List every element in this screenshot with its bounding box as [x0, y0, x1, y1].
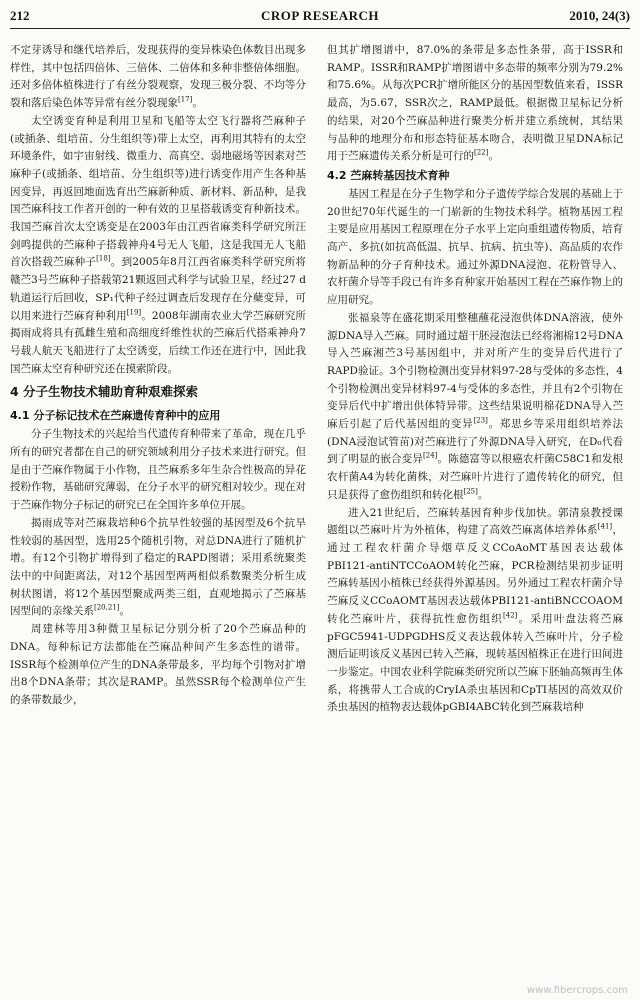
section-heading: 4 分子生物技术辅助育种艰难探索	[10, 384, 199, 400]
header-rule	[10, 28, 630, 29]
journal-name: CROP RESEARCH	[260, 8, 380, 23]
left-column	[10, 42, 306, 992]
page-number: 212	[10, 8, 30, 23]
paragraph: 不定芽诱导和继代培养后，发现获得的变异株染色体数目出现多样性，其中包括四倍体、三倍体、二倍体和多种非整倍体细胞。还对多倍体植株进行了有丝分裂观察，发现三极分裂、不均等分裂和落后染色体等异常有丝分裂现象[17]。	[10, 44, 306, 110]
citation: [42]	[503, 611, 518, 620]
paragraph: 揭雨成等对苎麻栽培种6个抗旱性较强的基因型及6个抗旱性较弱的基因型，选用25个随机引物，对总DNA进行了随机扩增。有12个引物扩增得到了稳定的RAPD图谱；采用系统聚类法中的中间距离法，对12个基因型两两相似系数聚类分析生成树状图谱，将12个基因型聚成两类三组，直观地揭示了苎麻基因型间的亲缘关系[20,21]。	[10, 516, 306, 618]
citation: [25]	[463, 487, 478, 496]
citation: [22]	[474, 148, 489, 157]
paragraph: 进入21世纪后，苎麻转基因育种步伐加快。郭清泉教授课题组以苎麻叶片为外植体，构建了高效苎麻离体培养体系[41]，通过工程农杆菌介导烟草反义CCoAoMT基因表达载体PBI121-antiNTCCoAOM转化苎麻，PCR检测结果初步证明苎麻转基因小植株已经获得外源基因。另外通过工程农杆菌介导苎麻反义CCoAOMT基因表达载体PBI121-antiBNCCOAOM转化苎麻叶片，获得抗性愈伤组织[42]。采用叶盘法将苎麻pFGC5941-UDPGDHS反义表达载体转入苎麻叶片，分子检测后证明该反义基因已转入苎麻，现转基因植株正在进行田间进一步鉴定。中国农业科学院麻类研究所以苎麻下胚轴高频再生体系，将携带人工合成的CryIA杀虫基因和CpTI基因的高效双价杀虫基因的植物表达载体pGBI4ABC转化到苎麻栽培种	[327, 506, 623, 714]
subsection-heading: 4.2 苎麻转基因技术育种	[327, 168, 450, 182]
citation: [17]	[178, 95, 193, 104]
citation: [18]	[96, 254, 111, 263]
citation: [41]	[597, 522, 613, 531]
citation: [23]	[473, 416, 488, 425]
journal-issue: 2010, 24(3)	[569, 8, 630, 23]
paragraph: 但其扩增图谱中，87.0%的条带是多态性条带，高于ISSR和RAMP。ISSR和RAMP扩增图谱中多态带的频率分别为79.2%和75.6%。从每次PCR扩增所能区分的基因型数值来看，ISSR最高，为5.67，SSR次之，RAMP最低。根据微卫星标记分析的结果，对20个苎麻品种进行聚类分析并建立系统树，其结果与品种的地理分布和形态特征基本吻合，表明微卫星DNA标记用于苎麻遗传关系分析是可行的[22]。	[327, 44, 623, 163]
right-column	[327, 42, 623, 992]
paragraph-space-mutation: 太空诱变育种是利用卫星和飞船等太空飞行器将苎麻种子(或插条、组培苗、分生组织等)带上太空，再利用其特有的太空环境条件，如宇宙射线、微重力、高真空、弱地磁场等因素对苎麻种子(或插条、组培苗、分生组织等)进行诱变作用产生各种基因变异，再返回地面选育出苎麻新种质、新材料、新品种，是我国苎麻科技工作者开创的一种有效的卫星搭载诱变育种新技术。我国苎麻首次太空诱变是在2003年由江西省麻类科学研究所汪剑鸣提供的苎麻种子搭载神舟4号无人飞船，这是我国无人飞船首次搭载苎麻种子[18]。到2005年8月江西省麻类科学研究所将赣苎3号苎麻种子搭载第21颗返回式科学与试验卫星，经过27 d轨道运行后回收，SP₁代种子经过调查后发现存在分蘖变异，可以用来进行苎麻育种利用[19]。2008年湖南农业大学苎麻研究所揭雨成将具有孤雌生殖和高细度纤维性状的苎麻后代搭乘神舟7号载人航天飞船进行了太空诱变，后续工作还在进行中，因此我国苎麻太空育种研究还在摸索阶段。	[10, 114, 306, 375]
paragraph: 张福泉等在盛花期采用整穗蘸花浸泡供体DNA溶液，使外源DNA导入苎麻。同时通过超干胚浸泡法已经将湘棉12号DNA导入苎麻湘苎3号基因组中，并对所产生的变异后代进行了RAPD验证。3个引物检测出变异材料97-28与受体的多态性，4个引物检测出变异材料97-4与受体的多态性，并且有2个引物在变异后代中扩增出供体特异带。这些结果说明棉花DNA导入苎麻后引起了后代基因组的变异[23]。郑思乡等采用组织培养法(DNA浸泡试管苗)对苎麻进行了外源DNA导入研究，在D₀代看到了明显的嵌合变异[24]。陈德富等以根癌农杆菌C58C1和发根农杆菌A4为转化菌株，对苎麻叶片进行了遗传转化的研究，但只是获得了愈伤组织和转化根[25]。	[327, 311, 623, 501]
watermark: www.fibercrops.com	[526, 985, 628, 996]
paragraph: 分子生物技术的兴起给当代遗传育种带来了革命，现在几乎所有的研究者都在自己的研究领域利用分子技术来进行研究。但是由于苎麻作物属于小作物，且苎麻系多年生杂合性极高的异花授粉作物，基础研究薄弱，在分子水平的研究相对较少。现在对于苎麻作物分子标记的研究已在全国许多单位开展。	[10, 428, 306, 512]
citation: [19]	[126, 308, 142, 317]
paragraph: 周建林等用3种微卫星标记分别分析了20个苎麻品种的DNA。每种标记方法都能在苎麻品种间产生多态性的谱带。ISSR每个检测单位产生的DNA条带最多，平均每个引物对扩增出8个DNA条带；其次是RAMP。虽然SSR每个检测单位产生的条带数最少，	[10, 623, 306, 706]
subsection-heading: 4.1 分子标记技术在苎麻遗传育种中的应用	[10, 409, 221, 423]
citation: [20,21]	[94, 603, 120, 612]
paragraph: 基因工程是在分子生物学和分子遗传学综合发展的基础上于20世纪70年代诞生的一门崭新的生物技术科学。植物基因工程主要是应用基因工程原理在分子水平上定向重组遗传物质，培育高产、多抗(如抗高低温、抗旱、抗病、抗虫等)、高品质的农作物新品种的分子育种技术。通过外源DNA浸泡、花粉管导入、农杆菌介导等手段已有许多育种家开始基因工程在苎麻作物上的应用研究。	[327, 187, 623, 307]
page-header	[10, 6, 630, 36]
citation: [24]	[423, 451, 438, 460]
